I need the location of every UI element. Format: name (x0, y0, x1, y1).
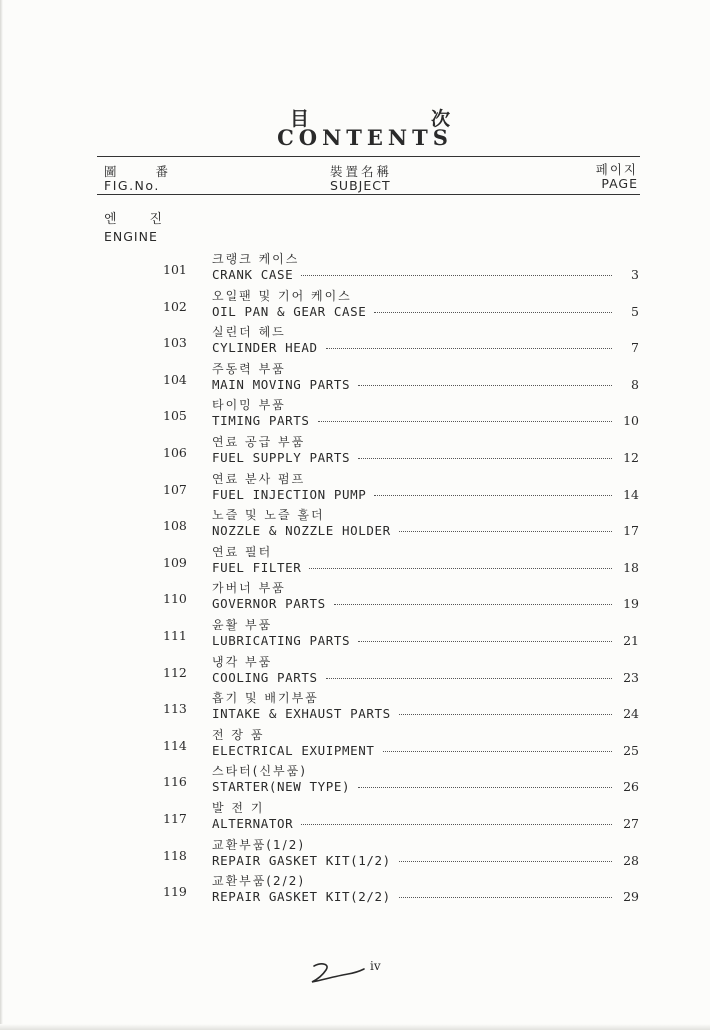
entry-subject-line (212, 670, 612, 685)
entry-dot-leader (358, 786, 612, 788)
entry-page-number: 12 (623, 450, 639, 465)
entry-subject-line (212, 889, 612, 904)
title-korean-left: 目 (290, 108, 310, 130)
page-footer (308, 958, 408, 988)
entry-subject-line (212, 450, 612, 465)
entry-fig-number: 104 (163, 371, 187, 387)
entry-dot-leader (358, 384, 612, 386)
entry-page-number: 21 (623, 633, 639, 648)
entry-dot-leader (399, 713, 612, 715)
header-subject-english: SUBJECT (330, 178, 391, 193)
entry-subject-english: OIL PAN & GEAR CASE (212, 303, 367, 319)
entry-subject-line (212, 523, 612, 538)
entry-fig-number: 110 (163, 591, 187, 607)
entry-dot-leader (399, 860, 612, 862)
header-fig-korean-left: 圖 (104, 164, 117, 179)
entry-subject-korean: 오일팬 및 기어 케이스 (212, 288, 352, 303)
entry-subject-korean: 실린더 헤드 (212, 325, 286, 340)
entry-subject-english: REPAIR GASKET KIT(1/2) (212, 852, 391, 868)
entry-fig-number: 103 (163, 335, 187, 351)
entry-subject-line (212, 706, 612, 721)
entry-fig-number: 108 (163, 518, 187, 534)
entry-fig-number: 113 (163, 701, 187, 717)
entry-page-number: 26 (623, 779, 639, 795)
entry-subject-english: CRANK CASE (212, 267, 294, 282)
entry-fig-number: 114 (163, 737, 187, 753)
header-page-english: PAGE (601, 176, 638, 191)
entry-subject-line (212, 633, 612, 648)
entry-subject-korean: 냉각 부품 (212, 654, 273, 669)
entry-dot-leader (318, 420, 612, 422)
entry-fig-number: 118 (163, 847, 187, 863)
contents-entry (0, 618, 710, 654)
entry-subject-english: FUEL SUPPLY PARTS (212, 450, 351, 465)
entry-subject-line (212, 304, 612, 319)
entry-subject-english: NOZZLE & NOZZLE HOLDER (212, 523, 391, 539)
entry-subject-korean: 스타터(신부품) (212, 764, 307, 779)
contents-entry (0, 801, 710, 837)
entry-fig-number: 107 (163, 481, 187, 497)
entry-fig-number: 101 (163, 262, 187, 277)
entry-subject-english: FUEL FILTER (212, 559, 302, 575)
entry-dot-leader (301, 274, 612, 276)
section-heading-english: ENGINE (104, 229, 158, 244)
entry-page-number: 25 (623, 742, 639, 758)
entry-fig-number: 119 (163, 884, 187, 900)
entry-dot-leader (399, 896, 612, 898)
entry-page-number: 19 (623, 596, 639, 612)
entry-subject-line (212, 560, 612, 575)
entry-page-number: 23 (623, 669, 639, 685)
entry-page-number: 18 (623, 559, 639, 575)
entry-subject-korean: 타이밍 부품 (212, 398, 286, 413)
entry-subject-english: ELECTRICAL EXUIPMENT (212, 742, 375, 758)
handwritten-signature-mark-icon (308, 958, 368, 988)
entry-dot-leader (374, 494, 612, 496)
entry-page-number: 17 (623, 523, 639, 539)
entry-dot-leader (358, 457, 612, 459)
entry-fig-number: 112 (163, 664, 187, 680)
contents-entry (0, 289, 710, 325)
title-korean-right: 次 (430, 108, 450, 130)
contents-entry (0, 398, 710, 434)
entry-subject-korean: 전 장 품 (212, 727, 265, 742)
entry-subject-line (212, 743, 612, 758)
entry-fig-number: 106 (163, 445, 187, 460)
entry-subject-korean: 교환부품(1/2) (212, 837, 306, 852)
entry-page-number: 8 (631, 376, 639, 392)
entry-subject-english: COOLING PARTS (212, 669, 318, 685)
entry-subject-english: FUEL INJECTION PUMP (212, 486, 367, 502)
contents-entry (0, 728, 710, 764)
entry-dot-leader (309, 567, 612, 569)
entry-subject-line (212, 596, 612, 611)
contents-entry (0, 691, 710, 727)
entry-subject-line (212, 377, 612, 392)
entry-dot-leader (358, 640, 612, 642)
entry-fig-number: 109 (163, 554, 187, 570)
entry-dot-leader (374, 311, 612, 313)
contents-entry (0, 764, 710, 800)
entry-fig-number: 111 (163, 628, 187, 643)
entry-subject-line (212, 853, 612, 868)
entry-subject-english: INTAKE & EXHAUST PARTS (212, 706, 391, 722)
entry-subject-line (212, 267, 612, 282)
entry-page-number: 14 (623, 486, 639, 502)
page-title: CONTENTS (277, 125, 453, 150)
entry-page-number: 28 (623, 852, 639, 868)
entry-subject-english: CYLINDER HEAD (212, 340, 318, 356)
entry-page-number: 24 (623, 706, 639, 722)
entry-subject-korean: 연료 필터 (212, 544, 273, 559)
entry-dot-leader (326, 677, 612, 679)
entry-subject-line (212, 340, 612, 355)
contents-entry (0, 508, 710, 544)
entry-subject-korean: 윤활 부품 (212, 618, 273, 632)
entry-fig-number: 117 (163, 811, 187, 826)
header-subject-korean: 裝置名稱 (330, 164, 393, 179)
entry-page-number: 5 (631, 303, 639, 319)
contents-entry (0, 435, 710, 471)
entry-subject-english: LUBRICATING PARTS (212, 633, 351, 648)
entry-dot-leader (399, 530, 612, 532)
contents-entry (0, 874, 710, 910)
header-fig-english: FIG.No. (104, 178, 160, 193)
entry-page-number: 7 (631, 340, 639, 356)
contents-entry (0, 252, 710, 288)
contents-entry (0, 325, 710, 361)
entry-dot-leader (301, 823, 612, 825)
entry-page-number: 27 (623, 816, 639, 831)
contents-entry (0, 545, 710, 581)
entry-subject-korean: 발 전 기 (212, 801, 265, 815)
entry-page-number: 29 (623, 889, 639, 905)
entry-subject-english: TIMING PARTS (212, 413, 310, 429)
entry-subject-korean: 가버너 부품 (212, 581, 286, 596)
header-page-korean: 페이지 (595, 162, 638, 177)
contents-entry (0, 838, 710, 874)
entry-subject-korean: 연료 공급 부품 (212, 435, 306, 449)
entry-page-number: 3 (631, 267, 639, 282)
entry-subject-korean: 흡기 및 배기부품 (212, 691, 319, 706)
contents-entry (0, 472, 710, 508)
contents-entry (0, 655, 710, 691)
contents-entry (0, 362, 710, 398)
entry-subject-korean: 크랭크 케이스 (212, 252, 300, 266)
entry-fig-number: 105 (163, 408, 187, 424)
entry-subject-english: ALTERNATOR (212, 816, 294, 831)
entry-subject-korean: 노즐 및 노즐 홀더 (212, 508, 325, 523)
entry-subject-english: GOVERNOR PARTS (212, 596, 326, 612)
entry-subject-line (212, 816, 612, 831)
entry-subject-line (212, 487, 612, 502)
entry-subject-korean: 연료 분사 펌프 (212, 471, 306, 486)
header-fig-korean-right: 番 (155, 164, 168, 179)
entry-subject-korean: 주동력 부품 (212, 361, 286, 376)
contents-entry (0, 581, 710, 617)
entry-subject-english: REPAIR GASKET KIT(2/2) (212, 889, 391, 905)
entry-dot-leader (326, 347, 612, 349)
entry-fig-number: 116 (163, 774, 187, 790)
entry-subject-line (212, 413, 612, 428)
section-heading-korean-right: 진 (149, 212, 162, 227)
entry-subject-korean: 교환부품(2/2) (212, 874, 306, 889)
entry-dot-leader (383, 750, 612, 752)
entry-page-number: 10 (623, 413, 639, 429)
entry-fig-number: 102 (163, 298, 187, 314)
entry-subject-english: MAIN MOVING PARTS (212, 376, 351, 392)
entry-dot-leader (334, 603, 612, 605)
section-heading-korean-left: 엔 (104, 212, 117, 227)
entry-subject-line (212, 779, 612, 794)
entry-subject-english: STARTER(NEW TYPE) (212, 779, 351, 795)
page-number-roman: iv (370, 959, 381, 973)
